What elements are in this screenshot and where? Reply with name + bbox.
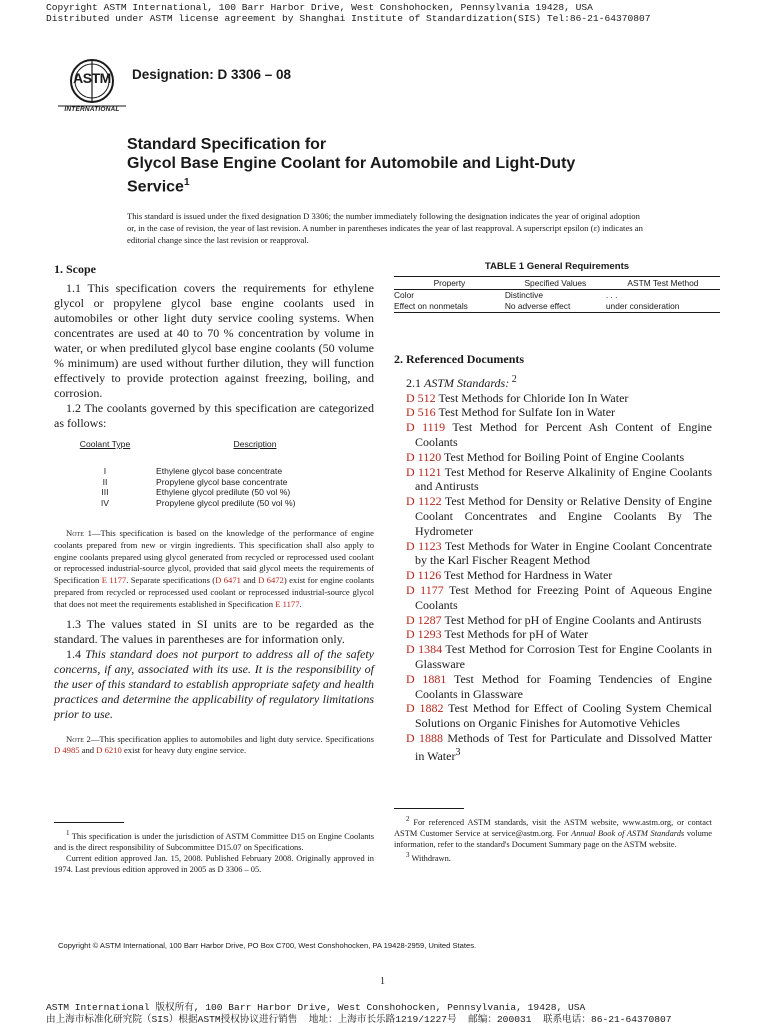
note-1-text: and <box>240 575 259 586</box>
note-1-label: Note <box>66 528 84 538</box>
reference-title: Test Method for Percent Ash Content of Engine Coolants <box>415 420 712 449</box>
banner-top-line-1: Copyright ASTM International, 100 Barr Harbor Drive, West Conshohocken, Pennsylvania 19428, USA <box>46 2 593 13</box>
subheading-footnote-mark: 2 <box>509 373 517 385</box>
footnote-2-body: volume information, refer to the standard's Document Summary page on the ASTM website. <box>394 828 712 849</box>
table-1-header: ASTM Test Method <box>606 277 720 290</box>
reference-title: Test Methods for Chloride Ion In Water <box>435 390 629 405</box>
reference-code-link[interactable]: D 1120 <box>406 449 442 464</box>
title-line-3 <box>127 173 747 196</box>
designation: Designation: D 3306 – 08 <box>132 67 292 82</box>
footnote-3-text <box>394 850 712 864</box>
table-1-cell: under consideration <box>606 301 720 313</box>
coolant-description: Propylene glycol base concentrate <box>155 476 288 487</box>
reference-item <box>394 450 712 465</box>
coolant-row <box>54 466 354 477</box>
logo-letters: ASTM <box>73 70 111 86</box>
coolant-row <box>54 498 354 509</box>
reference-title: Test Method for Effect of Cooling System Chemical Solutions on Organic Finishes for Automotive Vehicles <box>415 701 712 731</box>
reference-title: Test Method for Boiling Point of Engine Coolants <box>441 449 685 464</box>
reference-title: Test Methods for Water in Engine Coolant Concentrate by the Karl Fischer Reagent Method <box>415 538 712 568</box>
scope-paragraph-1-4 <box>54 647 374 722</box>
reference-item <box>394 405 712 420</box>
coolant-col-description: Description <box>233 439 277 449</box>
table-1 <box>394 276 720 313</box>
table-1-header: Specified Values <box>505 277 606 290</box>
reference-title: Methods of Test for Particulate and Dissolved Matter in Water <box>415 730 712 763</box>
reference-item <box>394 583 712 613</box>
reference-item <box>394 613 712 628</box>
banner-bottom-line-2: 由上海市标准化研究院（SIS）根据ASTM授权协议进行销售 地址：上海市长乐路1219/1227号 邮编：200031 联系电话：86-21-64370807 <box>46 1014 672 1024</box>
coolant-row <box>54 477 354 488</box>
reference-title: Test Method for pH of Engine Coolants and Antirusts <box>441 612 702 627</box>
table-1-cell: . . . <box>605 290 618 300</box>
subheading-number: 2.1 <box>406 375 424 390</box>
footnote-rule <box>54 822 124 823</box>
reference-title: Test Method for Sulfate Ion in Water <box>435 405 616 420</box>
reference-item <box>394 701 712 731</box>
reference-code-link[interactable]: D 1177 <box>406 582 444 597</box>
scope-paragraph-1-2: 1.2 The coolants governed by this specification are categorized as follows: <box>54 401 374 430</box>
subheading-title: ASTM Standards: <box>424 375 510 390</box>
reference-code-link[interactable]: D 1888 <box>406 730 444 745</box>
note-2-text: —This specification applies to automobiles and light duty service. Specifications <box>90 733 374 744</box>
referenced-documents <box>394 352 712 764</box>
references-heading: 2. Referenced Documents <box>394 352 525 366</box>
link-d6472[interactable]: D 6472 <box>258 575 284 586</box>
reference-code-link[interactable]: D 1121 <box>406 464 442 479</box>
reference-code-link[interactable]: D 1287 <box>406 612 442 627</box>
reference-code-link[interactable]: D 1881 <box>406 671 447 686</box>
reference-item <box>394 627 712 642</box>
reference-code-link[interactable]: D 1119 <box>406 420 446 435</box>
coolant-description: Ethylene glycol base concentrate <box>155 466 283 476</box>
link-e1177[interactable]: E 1177 <box>101 575 127 586</box>
note-2-text: and <box>79 745 97 756</box>
intro-paragraph: This standard is issued under the fixed designation D 3306; the number immediately following the designation indicates the year of original adoption or, in the case of revision, the year of last revision. A number in parentheses indicates the year of last reapproval. A superscript epsilon (ε) indicates an editorial change since the last revision or reapproval. <box>127 211 643 245</box>
coolant-type: IV <box>100 497 110 508</box>
reference-item <box>394 465 712 495</box>
reference-code-link[interactable]: D 1126 <box>406 568 442 583</box>
scope-paragraph-1-1: 1.1 This specification covers the requirements for ethylene glycol or propylene glycol base engine coolants used in automobiles or other light duty service cooling systems. When concentrates are used at 40 to 70 % concentration by volume in water, or when prediluted glycol base engine coolants (50 volume % minimum) are used without further dilution, they will function effectively to provide protection against freezing, boiling, and corrosion. <box>54 281 374 400</box>
reference-item <box>394 391 712 406</box>
coolant-type: III <box>101 487 109 497</box>
reference-code-link[interactable]: D 1122 <box>406 494 442 509</box>
footnote-2 <box>394 808 712 864</box>
reference-title: Test Method for Freezing Point of Aqueous Engine Coolants <box>415 582 712 612</box>
footnote-3-mark: 3 <box>406 850 410 859</box>
reference-item <box>394 568 712 583</box>
note-2-label: Note <box>66 733 84 744</box>
note-1-text: . Separate specifications ( <box>126 575 216 586</box>
note-1-text: —This specification is based on the knowledge of the performance of engine coolants prepared from new or virgin ingredients. This specification shall also apply to engine coolants prepared using glycol generated from recycled or reprocessed used coolant or reprocessed industrial-source glycol, provided that said glycol meets the requirements of Specification <box>54 528 374 586</box>
note-2 <box>54 734 374 758</box>
reference-code-link[interactable]: D 512 <box>406 390 436 405</box>
astm-logo <box>58 55 126 115</box>
table-1-caption: TABLE 1 General Requirements <box>484 261 630 272</box>
link-d6210[interactable]: D 6210 <box>96 745 122 756</box>
reference-code-link[interactable]: D 1384 <box>406 642 443 657</box>
table-1-row <box>394 301 720 313</box>
title-service: Service <box>127 178 184 196</box>
reference-title: Test Method for Density or Relative Density of Engine Coolant Concentrates and Engine Coolants By The Hydrometer <box>415 494 712 538</box>
link-d4985[interactable]: D 4985 <box>54 745 80 756</box>
document-title <box>127 135 747 196</box>
reference-item <box>394 420 712 450</box>
coolant-col-type: Coolant Type <box>79 439 131 449</box>
scope-1-4-number: 1.4 <box>66 646 86 661</box>
note-1 <box>54 528 374 611</box>
table-1-header: Property <box>394 277 505 290</box>
footnote-2-body: For referenced ASTM standards, visit the ASTM website, www.astm.org, or contact ASTM Customer Service at service@astm.org. For <box>394 817 712 838</box>
footnote-1 <box>54 822 374 875</box>
coolant-description: Propylene glycol predilute (50 vol %) <box>155 497 296 508</box>
reference-title: Test Method for Foaming Tendencies of Engine Coolants in Glassware <box>415 671 712 701</box>
reference-item <box>394 494 712 538</box>
reference-code-link[interactable]: D 1293 <box>406 627 442 642</box>
table-1-cell: Color <box>394 290 415 300</box>
coolant-row <box>54 487 354 498</box>
note-1-number: 1 <box>87 528 92 538</box>
coolant-type: I <box>103 466 107 476</box>
copyright-line: Copyright © ASTM International, 100 Barr Harbor Drive, PO Box C700, West Conshohocken, PA 19428-2959, United States. <box>58 941 477 950</box>
reference-title: Test Methods for pH of Water <box>441 627 589 642</box>
left-column <box>54 262 374 757</box>
reference-footnote-mark: 3 <box>455 746 461 758</box>
footnote-1-body: This specification is under the jurisdiction of ASTM Committee D15 on Engine Coolants and is the direct responsibility of Subcommittee D15.07 on Specifications. <box>54 831 374 852</box>
note-2-text: exist for heavy duty engine service. <box>121 745 247 756</box>
coolant-description: Ethylene glycol predilute (50 vol %) <box>155 487 291 497</box>
distribution-banner-bottom <box>46 1002 672 1024</box>
table-1-row <box>394 290 720 302</box>
page-number: 1 <box>380 976 385 987</box>
note-2-number: 2 <box>86 733 91 744</box>
table-1-cell: Distinctive <box>504 290 543 300</box>
reference-code-link[interactable]: D 516 <box>406 405 436 420</box>
note-1-text: . <box>299 598 302 609</box>
banner-top-line-2: Distributed under ASTM license agreement by Shanghai Institute of Standardization(SIS) Tel:86-21-64370807 <box>46 13 651 24</box>
reference-title: Test Method for Reserve Alkalinity of Engine Coolants and Antirusts <box>415 464 712 494</box>
banner-bottom-line-1: ASTM International 版权所有, 100 Barr Harbor Drive, West Conshohocken, Pennsylvania, 19428, USA <box>46 1002 586 1013</box>
reference-code-link[interactable]: D 1882 <box>406 701 444 716</box>
reference-item <box>394 731 712 764</box>
scope-heading: 1. Scope <box>54 262 96 276</box>
footnote-1-edition: Current edition approved Jan. 15, 2008. Published February 2008. Originally approved in 1974. Last previous edition approved in 2005 as D 3306 – 05. <box>54 853 374 874</box>
reference-title: Test Method for Hardness in Water <box>441 568 613 583</box>
title-line-2: Glycol Base Engine Coolant for Automobile and Light-Duty <box>127 155 576 172</box>
coolant-table-header <box>54 437 354 452</box>
link-e1177-2[interactable]: E 1177 <box>275 598 300 609</box>
footnote-1-text <box>54 828 374 853</box>
footnote-2-text <box>394 814 712 850</box>
coolant-type-table <box>54 437 354 508</box>
footnote-3-body: Withdrawn. <box>409 853 451 863</box>
footnote-2-book-title: Annual Book of ASTM Standards <box>571 828 685 838</box>
table-1-cell: Effect on nonmetals <box>394 301 505 313</box>
distribution-banner-top <box>46 2 651 24</box>
safety-statement: This standard does not purport to address all of the safety concerns, if any, associated with its use. It is the responsibility of the user of this standard to establish appropriate safety and health practices and determine the applicability of regulatory limitations prior to use. <box>54 646 374 721</box>
reference-code-link[interactable]: D 1123 <box>406 538 442 553</box>
title-footnote-mark: 1 <box>183 177 190 188</box>
link-d6471[interactable]: D 6471 <box>215 575 241 586</box>
astm-standards-subheading <box>394 373 712 391</box>
general-requirements-table <box>394 261 720 313</box>
coolant-type: II <box>102 476 108 487</box>
footnote-2-mark: 2 <box>406 815 410 823</box>
note-1-text: ) exist for engine coolants prepared from recycled or reprocessed used coolant or reprocessed industrial-source glycol that does not meet the requirements established in Specification <box>54 575 374 609</box>
logo-subtext: INTERNATIONAL <box>64 106 120 113</box>
footnote-1-mark: 1 <box>66 829 70 837</box>
scope-paragraph-1-3: 1.3 The values stated in SI units are to be regarded as the standard. The values in parentheses are for information only. <box>54 616 374 646</box>
table-1-header-row <box>394 277 720 290</box>
reference-item <box>394 642 712 672</box>
reference-title: Test Method for Corrosion Test for Engine Coolants in Glassware <box>415 642 712 671</box>
reference-item <box>394 539 712 569</box>
title-line-1: Standard Specification for <box>127 136 327 153</box>
reference-item <box>394 672 712 702</box>
table-1-cell: No adverse effect <box>505 301 606 313</box>
footnote-rule <box>394 808 464 809</box>
